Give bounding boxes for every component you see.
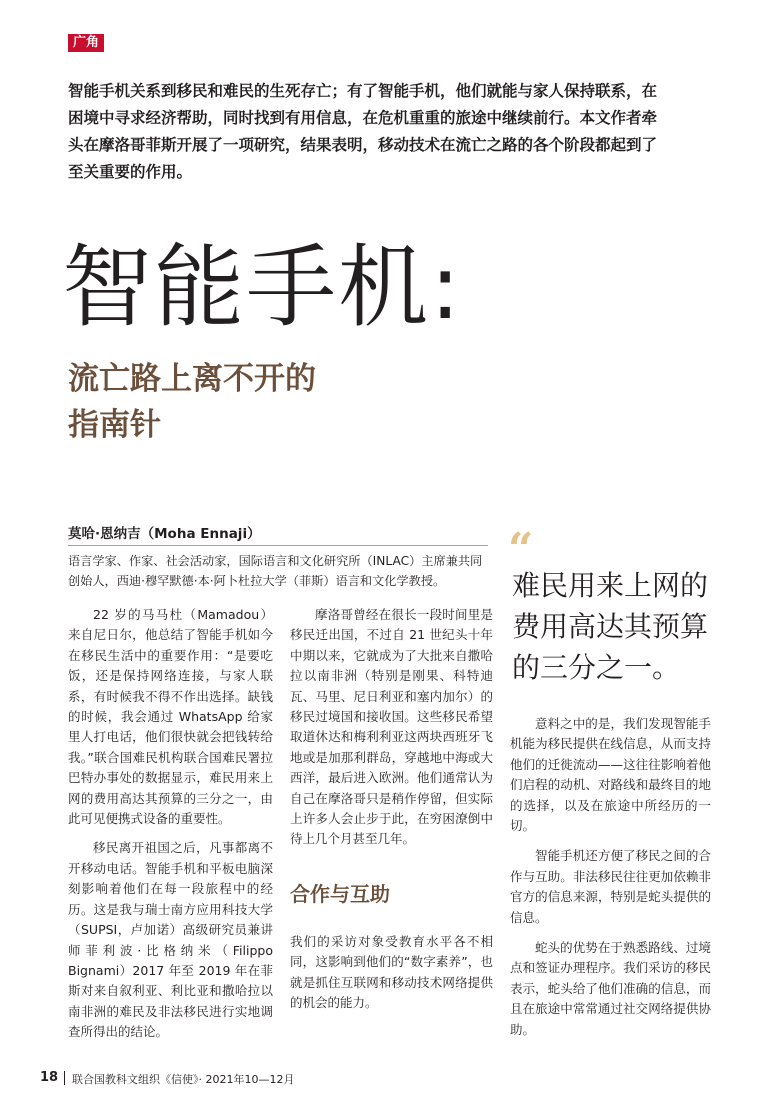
author-bio: 语言学家、作家、社会活动家，国际语言和文化研究所（INLAC）主席兼共同创始人，西迪·穆罕默德·本·阿卜杜拉大学（菲斯）语言和文化学教授。 <box>68 554 483 588</box>
article-subtitle <box>68 356 388 448</box>
section-tag: 广角 <box>68 34 104 52</box>
author-divider <box>68 545 488 546</box>
section-heading: 合作与互助 <box>290 882 390 906</box>
paragraph: 摩洛哥曾经在很长一段时间里是移民迁出国，不过自 21 世纪头十年中期以来，它就成为了大批来自撒哈拉以南非洲（特别是刚果、科特迪瓦、马里、尼日利亚和塞内加尔）的移民过境国和接收国。这些移民希望取道休达和梅利利亚这两块西班牙飞地或是加那利群岛，穿越地中海或大西洋，最后进入欧洲。他们通常认为自己在摩洛哥只是稍作停留，但实际上许多人会止步于此，在穷困潦倒中待上几个月甚至几年。 <box>290 607 493 847</box>
paragraph: 我们的采访对象受教育水平各不相同，这影响到他们的“数字素养”，也就是抓住互联网和移动技术网络提供的机会的能力。 <box>290 934 493 1011</box>
author-name: 莫哈·恩纳吉（Moha Ennaji） <box>68 526 261 542</box>
paragraph: 移民离开祖国之后，凡事都离不开移动电话。智能手机和平板电脑深刻影响着他们在每一段旅程中的经历。这是我与瑞士南方应用科技大学（SUPSI，卢加诺）高级研究员兼讲师菲利波·比格纳米（Filippo Bignami）2017 年至 2019 年在菲斯对来自叙利亚、利比亚和撒哈拉以南非洲的难民及非法移民进行实地调查所得出的结论。 <box>68 840 273 1040</box>
footer-divider <box>64 1071 65 1085</box>
body-column-1 <box>68 605 273 1043</box>
paragraph: 蛇头的优势在于熟悉路线、过境点和签证办理程序。我们采访的移民表示，蛇头给了他们准确的信息，而且在旅途中常常通过社交网络提供协助。 <box>510 940 711 1037</box>
paragraph: 意料之中的是，我们发现智能手机能为移民提供在线信息，从而支持他们的迁徙流动——这往往影响着他们启程的动机、对路线和最终目的地的选择，以及在旅途中所经历的一切。 <box>510 716 711 834</box>
paragraph: 智能手机还方便了移民之间的合作与互助。非法移民往往更加依赖非官方的信息来源，特别是蛇头提供的信息。 <box>510 848 711 925</box>
article-title: 智能手机: <box>62 235 463 340</box>
subtitle-line-2: 指南针 <box>68 407 161 443</box>
body-column-2 <box>290 605 493 850</box>
article-intro: 智能手机关系到移民和难民的生死存亡；有了智能手机，他们就能与家人保持联系，在困境中寻求经济帮助，同时找到有用信息，在危机重重的旅途中继续前行。本文作者牵头在摩洛哥菲斯开展了一项研究，结果表明，移动技术在流亡之路的各个阶段都起到了至关重要的作用。 <box>68 82 658 181</box>
paragraph: 22 岁的马马杜（Mamadou）来自尼日尔，他总结了智能手机如今在移民生活中的重要作用：“是要吃饭，还是保持网络连接，与家人联系，有时候我不得不作出选择。缺钱的时候，我会通过 WhatsApp 给家里人打电话，他们很快就会把钱转给我。”联合国难民机构联合国难民署拉巴特办事处的数据显示，难民用来上网的费用高达其预算的三分之一，由此可见便携式设备的重要性。 <box>68 607 273 827</box>
body-column-2-lower <box>290 932 493 1014</box>
quote-mark-icon: “ <box>508 524 534 575</box>
publication-info: 联合国教科文组织《信使》· 2021年10—12月 <box>72 1073 295 1086</box>
page-number: 18 <box>40 1070 59 1085</box>
subtitle-line-1: 流亡路上离不开的 <box>68 361 316 397</box>
pull-quote: 难民用来上网的费用高达其预算的三分之一。 <box>512 569 709 684</box>
body-column-3 <box>510 714 711 1040</box>
